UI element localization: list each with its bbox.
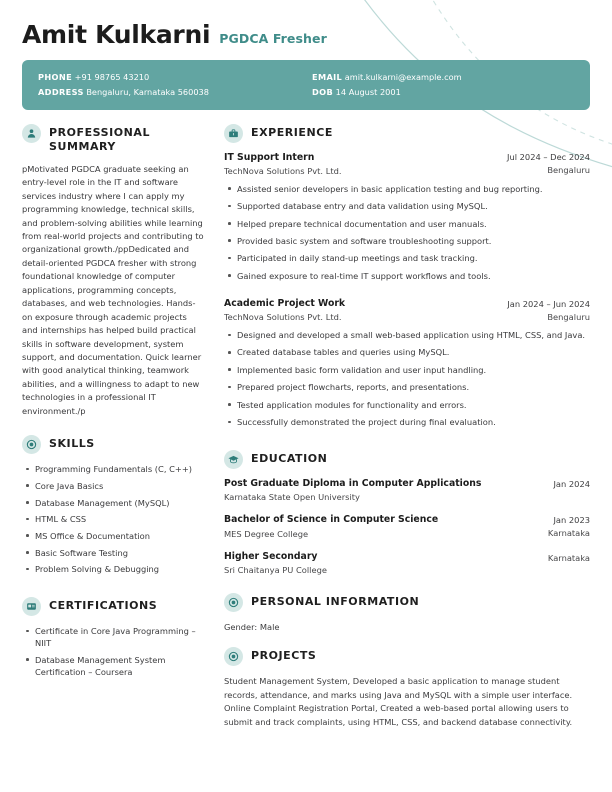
entry-right (507, 298, 590, 323)
section-certifications (22, 597, 204, 683)
job-dates: Jul 2024 – Dec 2024 (507, 152, 590, 163)
job-organization: TechNova Solutions Pvt. Ltd. (224, 165, 342, 176)
certifications-list (22, 625, 204, 683)
job-bullets (224, 329, 590, 433)
list-item: Successfully demonstrated the project during final evaluation. (237, 416, 590, 433)
candidate-name: Amit Kulkarni (22, 20, 211, 49)
resume-body (18, 124, 594, 747)
resume-header (18, 0, 594, 48)
contact-address (38, 84, 306, 99)
section-header (224, 647, 590, 666)
contact-address-value: Bengaluru, Karnataka 560038 (86, 86, 209, 97)
contact-email (312, 69, 574, 84)
experience-entry (224, 152, 590, 287)
entry-right (548, 514, 590, 539)
contact-phone-label: PHONE (38, 71, 73, 82)
education-entry (224, 478, 590, 503)
entry-left (224, 152, 493, 177)
projects-text: Student Management System, Developed a basic application to manage student records, attendance, and marks using Java and MySQL with a simple user interface. Online Complaint Registration Portal, Created a web-based portal allowing users to submit and track complaints, using HTML, CSS, and backend database connectivity. (224, 676, 573, 727)
list-item: Provided basic system and software troubleshooting support. (237, 235, 590, 252)
job-organization: TechNova Solutions Pvt. Ltd. (224, 312, 342, 323)
sidebar-column (18, 124, 214, 700)
section-professional-summary (22, 124, 204, 418)
entry-right (553, 478, 590, 491)
job-dates: Jan 2024 – Jun 2024 (507, 298, 590, 309)
summary-text: pMotivated PGDCA graduate seeking an entry-level role in the IT and software services industry where I can apply my programming knowledge, technical skills, and problem-solving abilities while learning from real-world projects and contributing to organizational growth./ppDedicated and detail-oriented PGDCA fresher with strong foundational knowledge of computer applications, programming concepts, databases, and web technologies. Hands-on exposure through academic projects and internships has helped build practical skills in software development, system support, and documentation. Quick learner with good analytical thinking, teamwork abilities, and a willingness to adapt to new technologies in a professional IT environment./p (22, 163, 204, 416)
list-item: Programming Fundamentals (C, C++) (35, 463, 204, 480)
experience-entry (224, 298, 590, 433)
section-projects (224, 647, 590, 729)
entry-header (224, 514, 590, 539)
degree-date: Jan 2023 (553, 514, 590, 525)
section-personal-information (224, 593, 590, 635)
section-title: PROFESSIONAL SUMMARY (49, 125, 151, 153)
education-entry (224, 551, 590, 576)
briefcase-icon (224, 124, 243, 143)
list-item: Helped prepare technical documentation and user manuals. (237, 218, 590, 235)
list-item: Prepared project flowcharts, reports, and presentations. (237, 381, 590, 398)
contact-dob-value: 14 August 2001 (335, 86, 401, 97)
degree-date: Jan 2024 (553, 478, 590, 489)
degree-title: Higher Secondary (224, 550, 318, 562)
entry-header (224, 298, 590, 323)
certificate-icon (22, 597, 41, 616)
section-header (224, 124, 590, 143)
list-item: Core Java Basics (35, 480, 204, 497)
list-item: MS Office & Documentation (35, 530, 204, 547)
degree-title: Post Graduate Diploma in Computer Applications (224, 478, 482, 490)
list-item: Database Management (MySQL) (35, 497, 204, 514)
list-item: Implemented basic form validation and user input handling. (237, 364, 590, 381)
main-column (214, 124, 594, 747)
dot-circle-icon (224, 647, 243, 666)
school-location: Karnataka (547, 528, 590, 539)
list-item: Certificate in Core Java Programming – NIIT (35, 625, 204, 654)
contact-band (22, 60, 590, 109)
entry-left (224, 514, 534, 539)
entry-left (224, 478, 539, 503)
contact-address-label: ADDRESS (38, 86, 84, 97)
school-name: Sri Chaitanya PU College (224, 564, 327, 575)
section-title: SKILLS (49, 437, 95, 451)
education-entry (224, 514, 590, 539)
contact-phone-value: +91 98765 43210 (74, 71, 150, 82)
entry-body (224, 183, 590, 287)
list-item: Gained exposure to real-time IT support workflows and tools. (237, 270, 590, 287)
entry-right (548, 551, 590, 565)
entry-header (224, 551, 590, 576)
dot-circle-icon (22, 435, 41, 454)
job-title: Academic Project Work (224, 298, 346, 309)
entry-header (224, 478, 590, 503)
personal-information-text: Gender: Male (224, 621, 280, 632)
entry-left (224, 298, 493, 323)
candidate-headline: PGDCA Fresher (219, 31, 327, 46)
section-skills (22, 435, 204, 580)
list-item: Problem Solving & Debugging (35, 563, 204, 580)
section-header (22, 597, 204, 616)
school-name: Karnataka State Open University (224, 492, 360, 503)
skills-list (22, 463, 204, 580)
section-title: EXPERIENCE (251, 125, 333, 139)
contact-column-left (38, 69, 306, 99)
list-item: Participated in daily stand-up meetings and task tracking. (237, 252, 590, 269)
section-education (224, 450, 590, 575)
section-title: EDUCATION (251, 452, 328, 466)
job-location: Bengaluru (547, 311, 590, 322)
contact-column-right (306, 69, 574, 99)
contact-email-label: EMAIL (312, 71, 343, 82)
job-bullets (224, 183, 590, 287)
school-location: Karnataka (547, 553, 590, 564)
entry-right (507, 152, 590, 177)
section-header (22, 435, 204, 454)
list-item: Assisted senior developers in basic application testing and bug reporting. (237, 183, 590, 200)
graduation-cap-icon (224, 450, 243, 469)
section-title: CERTIFICATIONS (49, 598, 158, 612)
job-location: Bengaluru (547, 165, 590, 176)
list-item: HTML & CSS (35, 513, 204, 530)
section-experience (224, 124, 590, 434)
dot-circle-icon (224, 593, 243, 612)
contact-dob-label: DOB (312, 86, 334, 97)
list-item: Supported database entry and data validation using MySQL. (237, 200, 590, 217)
list-item: Designed and developed a small web-based application using HTML, CSS, and Java. (237, 329, 590, 346)
list-item: Database Management System Certification – Coursera (35, 654, 204, 683)
section-header (22, 124, 204, 154)
contact-phone (38, 69, 306, 84)
section-title: PERSONAL INFORMATION (251, 594, 420, 608)
entry-body (224, 329, 590, 433)
school-name: MES Degree College (224, 528, 309, 539)
section-header (224, 593, 590, 612)
contact-email-value: amit.kulkarni@example.com (344, 71, 462, 82)
entry-header (224, 152, 590, 177)
list-item: Created database tables and queries using MySQL. (237, 346, 590, 363)
section-title: PROJECTS (251, 649, 317, 663)
list-item: Basic Software Testing (35, 547, 204, 564)
contact-dob (312, 84, 574, 99)
job-title: IT Support Intern (224, 151, 315, 163)
entry-left (224, 551, 534, 576)
degree-title: Bachelor of Science in Computer Science (224, 514, 439, 526)
user-icon (22, 124, 41, 143)
list-item: Tested application modules for functionality and errors. (237, 399, 590, 416)
section-header (224, 450, 590, 469)
